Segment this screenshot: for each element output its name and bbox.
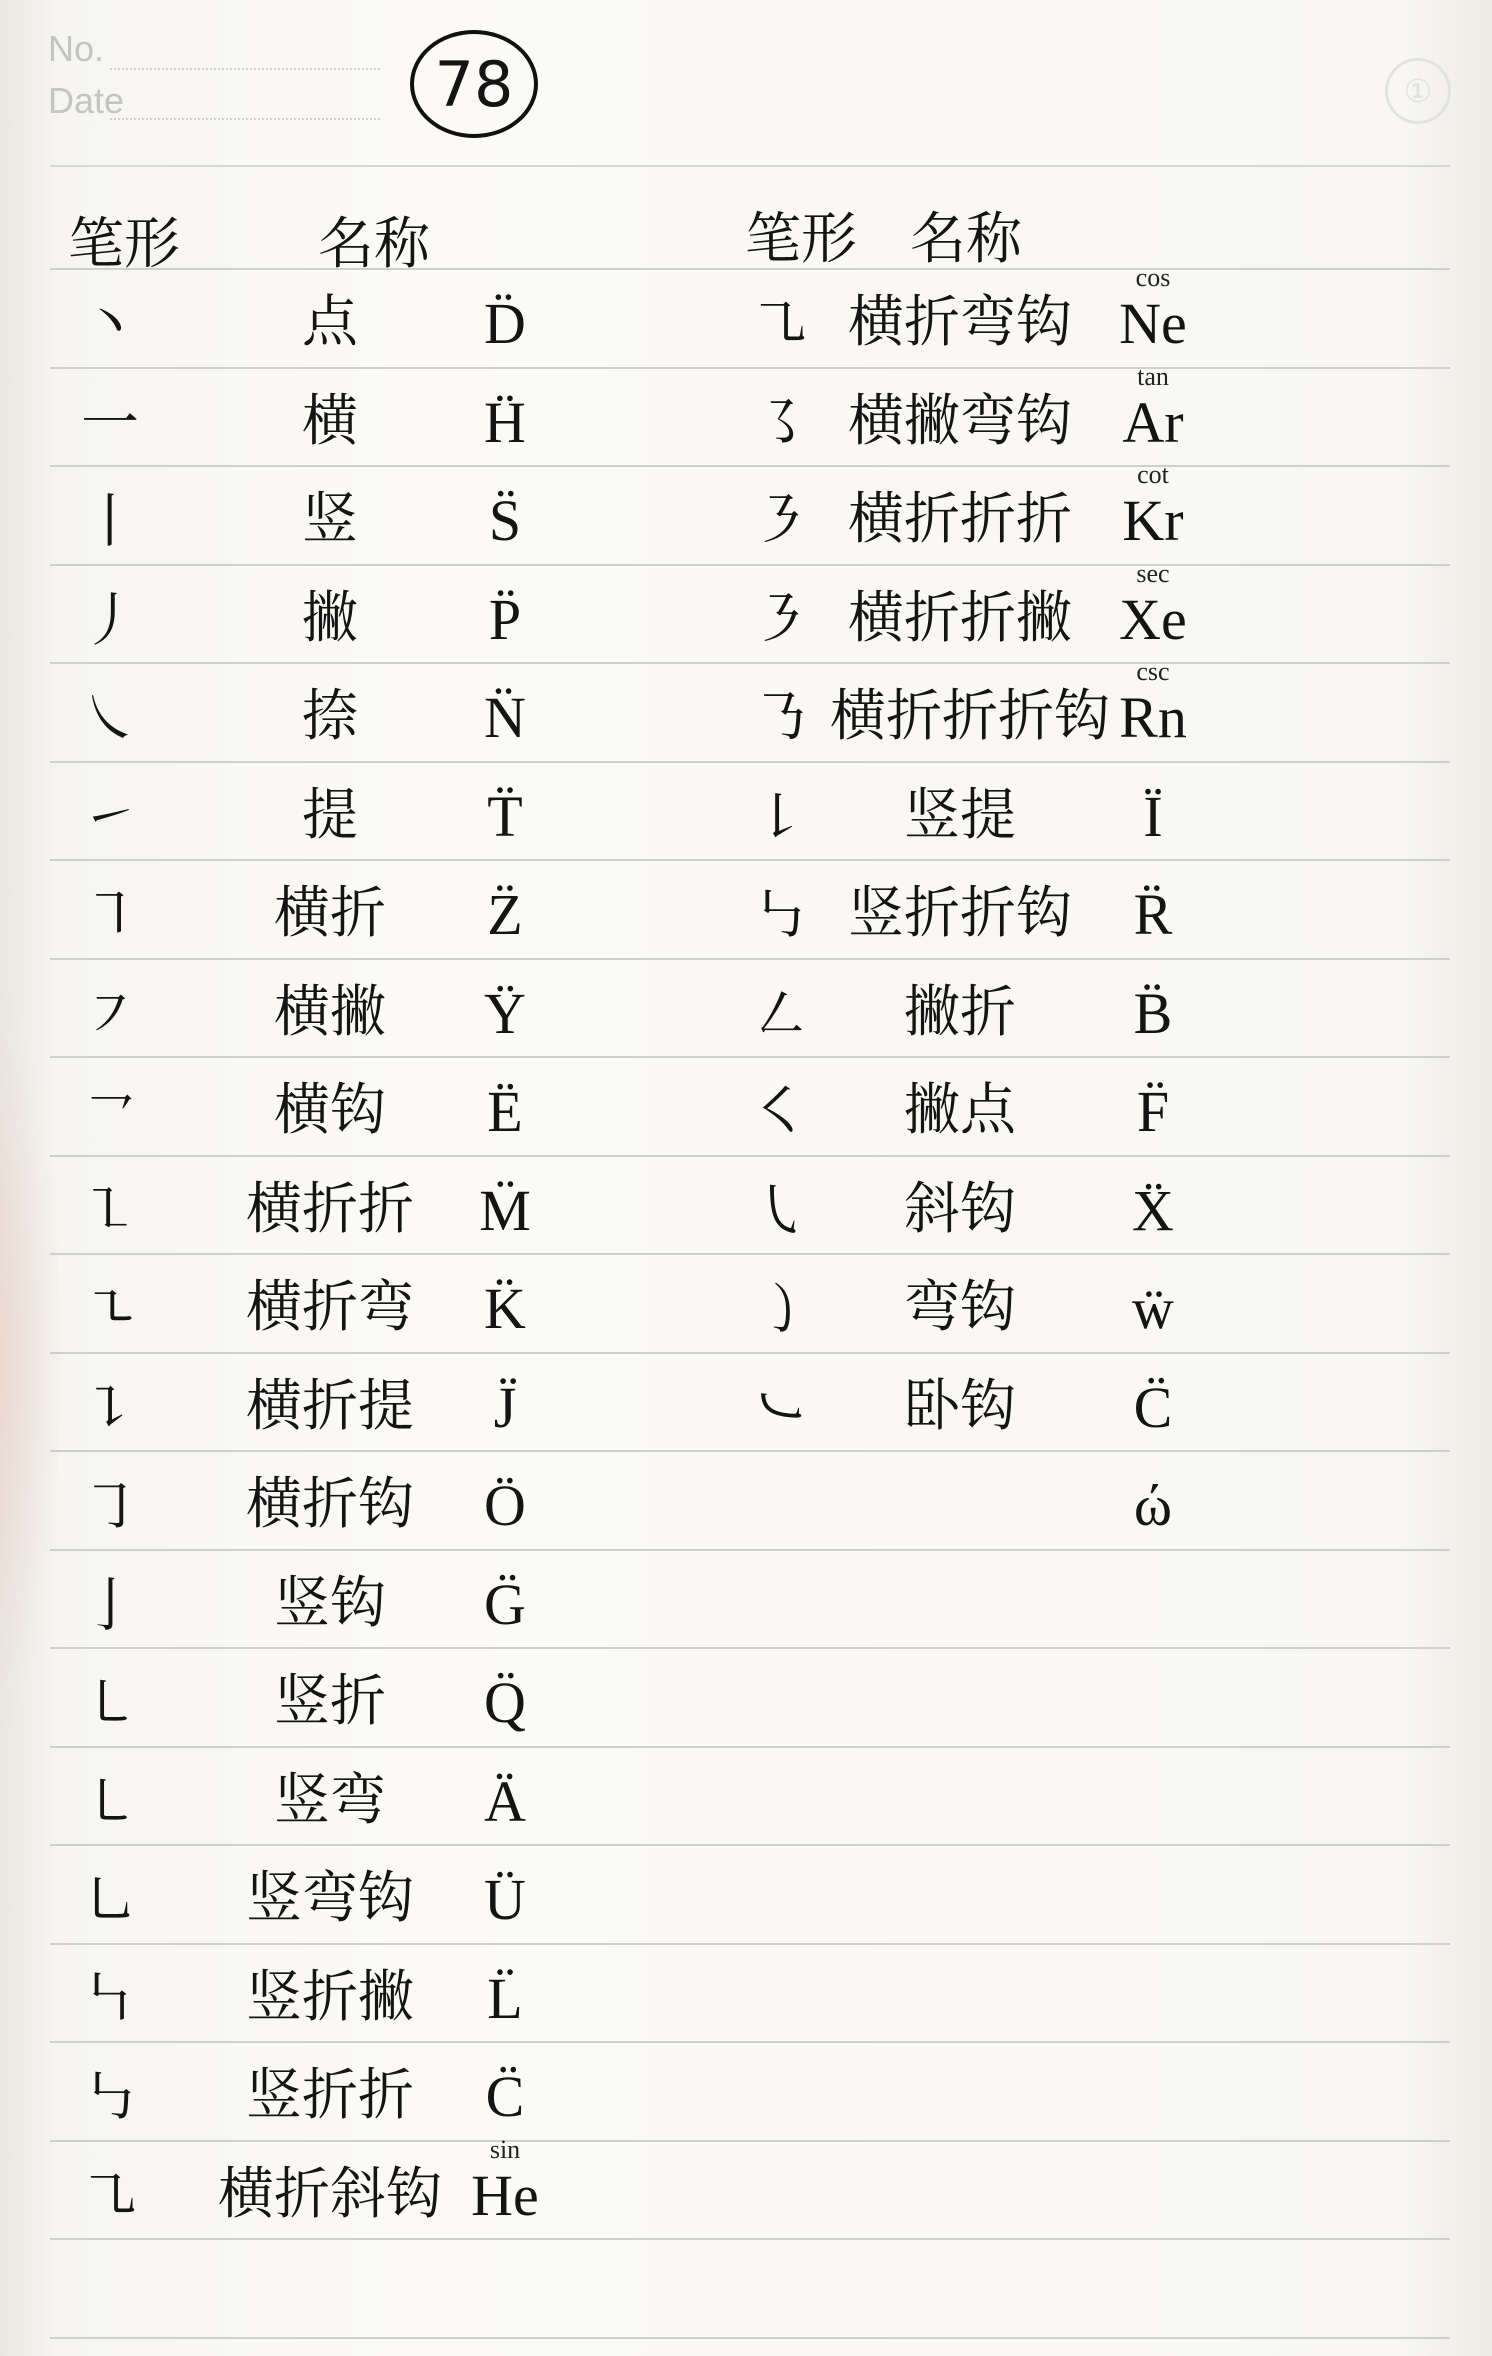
- stroke-name: 横撇: [274, 979, 386, 1045]
- stroke-code: Ö: [484, 1473, 526, 1538]
- stroke-glyph: ㇄: [80, 1767, 139, 1836]
- rule-line: [50, 2337, 1450, 2339]
- stroke-code: Ë: [487, 1079, 523, 1144]
- stroke-glyph: 丨: [80, 487, 139, 555]
- stroke-glyph: ㇏: [80, 684, 139, 752]
- right-stroke-header: 笔形: [745, 207, 857, 272]
- stroke-glyph: ㇕: [80, 881, 139, 949]
- stroke-code: C̈: [1133, 1374, 1173, 1440]
- stroke-name: 竖折撇: [246, 1964, 414, 2030]
- stroke-name: 横折折折: [848, 487, 1072, 552]
- stroke-name: 捺: [302, 684, 358, 749]
- stroke-code: Xe: [1119, 586, 1187, 652]
- stroke-glyph: ㇉: [80, 2063, 139, 2131]
- stroke-glyph: ㇋: [750, 487, 809, 555]
- stroke-glyph: 一: [80, 388, 139, 457]
- stroke-code: Rn: [1119, 685, 1187, 750]
- trig-function-label: tan: [1137, 361, 1169, 391]
- stroke-code: Kr: [1122, 488, 1184, 553]
- stroke-code: Ü: [484, 1867, 526, 1932]
- stroke-glyph: ㇇: [80, 979, 139, 1048]
- trig-function-label: csc: [1136, 657, 1170, 686]
- stroke-glyph: ㇟: [80, 1866, 139, 1934]
- stroke-code: Z̈: [487, 882, 523, 947]
- stroke-name: 竖钩: [274, 1570, 386, 1636]
- stroke-glyph: ㇊: [80, 1373, 139, 1442]
- rule-line: [50, 465, 1450, 467]
- rule-line: [50, 662, 1450, 664]
- stroke-code: ẅ: [1132, 1276, 1174, 1341]
- rule-line: [50, 761, 1450, 763]
- stroke-glyph: ㇄: [80, 1669, 139, 1737]
- stroke-glyph: ㇜: [750, 979, 809, 1048]
- stroke-code: Ï: [1143, 783, 1163, 849]
- stroke-name: 竖折折钩: [848, 881, 1072, 946]
- stroke-name: 竖折: [274, 1669, 386, 1734]
- stroke-glyph: ㇛: [750, 1078, 809, 1146]
- stroke-name: 横撇弯钩: [848, 388, 1072, 454]
- trig-function-label: sec: [1136, 558, 1170, 588]
- date-label: Date: [48, 80, 125, 121]
- stroke-glyph: ㇖: [80, 1078, 139, 1146]
- stroke-code: Ḧ: [484, 389, 526, 455]
- stroke-glyph: ㇞: [80, 1964, 139, 2033]
- stroke-glyph: ㇡: [750, 684, 809, 752]
- stroke-name: 点: [302, 290, 358, 355]
- stroke-glyph: ㇆: [80, 1472, 139, 1540]
- stroke-name: 横折折折钩: [830, 684, 1110, 749]
- no-label: No.: [48, 28, 105, 69]
- stroke-glyph: ㇂: [750, 1176, 809, 1245]
- stroke-glyph: ㇌: [750, 388, 809, 457]
- rule-line: [50, 1549, 1450, 1551]
- no-line: [110, 68, 380, 70]
- stroke-code: J̈: [493, 1374, 517, 1440]
- stroke-glyph: ㇈: [750, 290, 809, 358]
- stroke-glyph: ㇋: [750, 585, 809, 654]
- rule-line: [50, 1844, 1450, 1846]
- rule-line: [50, 1450, 1450, 1452]
- stroke-code: S̈: [488, 488, 522, 553]
- stroke-name: 提: [302, 782, 358, 848]
- stroke-name: 横折折: [246, 1176, 414, 1242]
- stroke-name: 撇: [302, 585, 358, 651]
- left-name-header: 名称: [318, 212, 430, 277]
- stroke-glyph: ㇁: [750, 1275, 809, 1343]
- stroke-name: 横钩: [274, 1078, 386, 1143]
- rule-line: [50, 367, 1450, 369]
- stroke-name: 卧钩: [904, 1373, 1016, 1439]
- stroke-name: 竖: [302, 487, 358, 552]
- stroke-code: Ar: [1122, 389, 1184, 455]
- stroke-code: G̈: [484, 1571, 526, 1637]
- rule-line: [50, 1943, 1450, 1945]
- stroke-code: P̈: [488, 586, 522, 652]
- stroke-name: 竖弯钩: [246, 1866, 414, 1931]
- trig-function-label: cot: [1137, 460, 1169, 489]
- trig-function-label: sin: [489, 2134, 521, 2164]
- stroke-name: 横折折撇: [848, 585, 1072, 651]
- rule-line: [50, 2238, 1450, 2240]
- rule-line: [50, 1155, 1450, 1157]
- page-number-circle: [410, 30, 538, 138]
- stroke-code: D̈: [484, 291, 526, 356]
- stroke-code: F̈: [1136, 1079, 1170, 1144]
- stroke-glyph: 丶: [80, 290, 139, 358]
- stroke-code: ώ: [1133, 1473, 1173, 1538]
- stroke-glyph: ㇉: [750, 881, 809, 949]
- corner-stamp-icon: ①: [1385, 58, 1451, 124]
- stroke-glyph: ㇙: [750, 782, 809, 851]
- stroke-name: 竖提: [904, 782, 1016, 848]
- thumb-shadow: [0, 980, 60, 1740]
- stroke-code: K̈: [484, 1276, 526, 1341]
- rule-line: [50, 165, 1450, 167]
- stroke-name: 横折弯钩: [848, 290, 1072, 355]
- stroke-code: C̈: [485, 2064, 525, 2129]
- stroke-code: N̈: [484, 685, 526, 750]
- page-number: 78: [434, 47, 514, 121]
- date-line: [110, 118, 380, 120]
- stroke-glyph: ㇃: [750, 1373, 809, 1442]
- stroke-code: T̈: [487, 783, 523, 849]
- stroke-code: B̈: [1133, 980, 1173, 1046]
- stroke-name: 横折斜钩: [218, 2161, 442, 2227]
- rule-line: [50, 859, 1450, 861]
- rule-line: [50, 1647, 1450, 1649]
- stroke-glyph: ㇅: [80, 1176, 139, 1245]
- stroke-name: 横折: [274, 881, 386, 946]
- stroke-name: 竖折折: [246, 2063, 414, 2128]
- stroke-name: 横折弯: [246, 1275, 414, 1340]
- stroke-code: L̈: [487, 1965, 523, 2031]
- rule-line: [50, 1056, 1450, 1058]
- stroke-code: R̈: [1133, 882, 1173, 947]
- stroke-name: 横折钩: [246, 1472, 414, 1537]
- stroke-name: 横: [302, 388, 358, 454]
- stroke-name: 撇折: [904, 979, 1016, 1045]
- stroke-name: 横折提: [246, 1373, 414, 1439]
- stroke-name: 弯钩: [904, 1275, 1016, 1340]
- rule-line: [50, 958, 1450, 960]
- rule-line: [50, 2041, 1450, 2043]
- stroke-glyph: 亅: [80, 1570, 139, 1639]
- rule-line: [50, 1352, 1450, 1354]
- stroke-code: He: [471, 2162, 539, 2228]
- stroke-code: Ä: [484, 1768, 526, 1834]
- stroke-code: Ẍ: [1132, 1177, 1174, 1243]
- stroke-glyph: 丿: [80, 585, 139, 654]
- rule-line: [50, 564, 1450, 566]
- right-name-header: 名称: [910, 207, 1022, 272]
- stroke-code: Ÿ: [484, 980, 526, 1046]
- stroke-glyph: ㇍: [80, 1275, 139, 1343]
- stroke-glyph: ㇈: [80, 2161, 139, 2230]
- rule-line: [50, 1253, 1450, 1255]
- stroke-name: 撇点: [904, 1078, 1016, 1143]
- rule-line: [50, 1746, 1450, 1748]
- stroke-glyph: ㇀: [80, 782, 139, 851]
- stroke-name: 竖弯: [274, 1767, 386, 1833]
- trig-function-label: cos: [1135, 263, 1171, 292]
- stroke-name: 斜钩: [904, 1176, 1016, 1242]
- stroke-code: Ne: [1119, 291, 1187, 356]
- stroke-code: Q̈: [484, 1670, 526, 1735]
- rule-line: [50, 2140, 1450, 2142]
- left-stroke-header: 笔形: [68, 212, 180, 277]
- stroke-code: M̈: [479, 1177, 531, 1243]
